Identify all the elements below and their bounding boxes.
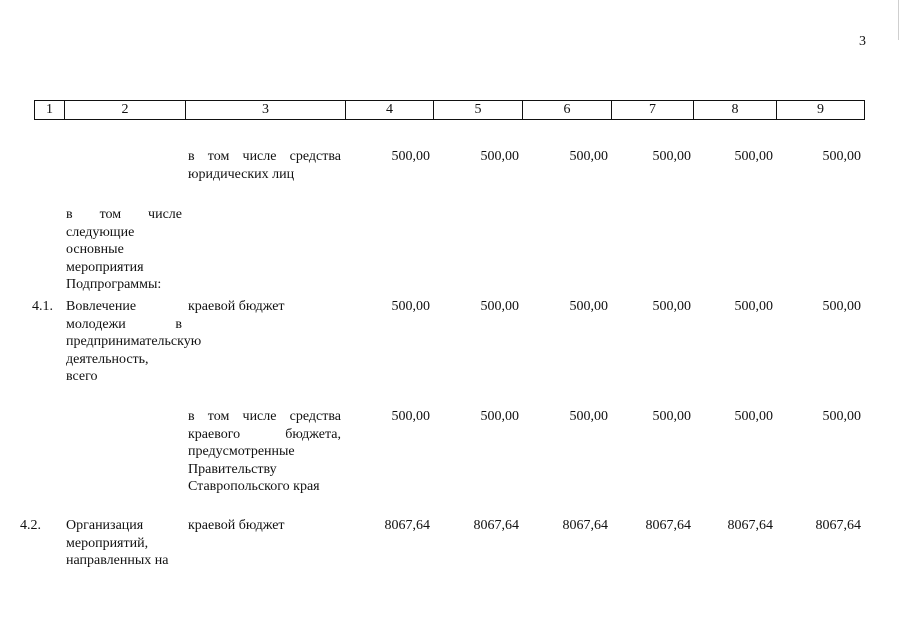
value-cell: 500,00 — [734, 409, 773, 424]
value-cell: 500,00 — [480, 299, 519, 314]
value-cell: 8067,64 — [473, 518, 519, 533]
value-cell: 500,00 — [734, 299, 773, 314]
value-cell: 500,00 — [734, 149, 773, 164]
value-cell: 500,00 — [391, 409, 430, 424]
header-cell: 3 — [186, 101, 346, 120]
value-cell: 500,00 — [822, 299, 861, 314]
value-cell: 500,00 — [480, 409, 519, 424]
header-cell: 6 — [523, 101, 612, 120]
header-cell: 4 — [346, 101, 434, 120]
header-cell: 7 — [612, 101, 694, 120]
value-cell: 8067,64 — [645, 518, 691, 533]
funding-source: в том числе средства краевого бюджета, предусмотренные Правительству Ставропольского края — [188, 409, 341, 494]
value-cell: 8067,64 — [815, 518, 861, 533]
header-cell: 2 — [65, 101, 186, 120]
value-cell: 500,00 — [480, 149, 519, 164]
column-number-header — [34, 100, 865, 120]
header-row — [35, 101, 865, 120]
value-cell: 8067,64 — [727, 518, 773, 533]
header-cell: 5 — [434, 101, 523, 120]
page-number: 3 — [859, 34, 866, 49]
row-number: 4.1. — [32, 299, 53, 314]
value-cell: 8067,64 — [384, 518, 430, 533]
value-cell: 500,00 — [391, 299, 430, 314]
funding-source: краевой бюджет — [188, 299, 285, 314]
header-cell: 1 — [35, 101, 65, 120]
measure-name: в том числе следующие основные мероприятия Подпрограммы: — [66, 207, 182, 292]
funding-source: в том числе средства юридических лиц — [188, 149, 341, 182]
value-cell: 500,00 — [822, 149, 861, 164]
header-cell: 9 — [777, 101, 865, 120]
value-cell: 500,00 — [569, 299, 608, 314]
value-cell: 500,00 — [652, 149, 691, 164]
value-cell: 500,00 — [822, 409, 861, 424]
header-cell: 8 — [694, 101, 777, 120]
value-cell: 500,00 — [652, 299, 691, 314]
value-cell: 500,00 — [391, 149, 430, 164]
measure-name: Вовлечение молодежи в предпринимательскую деятельность, всего — [66, 299, 202, 384]
scan-edge-mark — [898, 0, 899, 40]
value-cell: 500,00 — [569, 409, 608, 424]
value-cell: 500,00 — [652, 409, 691, 424]
value-cell: 8067,64 — [562, 518, 608, 533]
row-number: 4.2. — [20, 518, 41, 533]
measure-name: Организация мероприятий, направленных на — [66, 518, 169, 568]
value-cell: 500,00 — [569, 149, 608, 164]
funding-source: краевой бюджет — [188, 518, 285, 533]
